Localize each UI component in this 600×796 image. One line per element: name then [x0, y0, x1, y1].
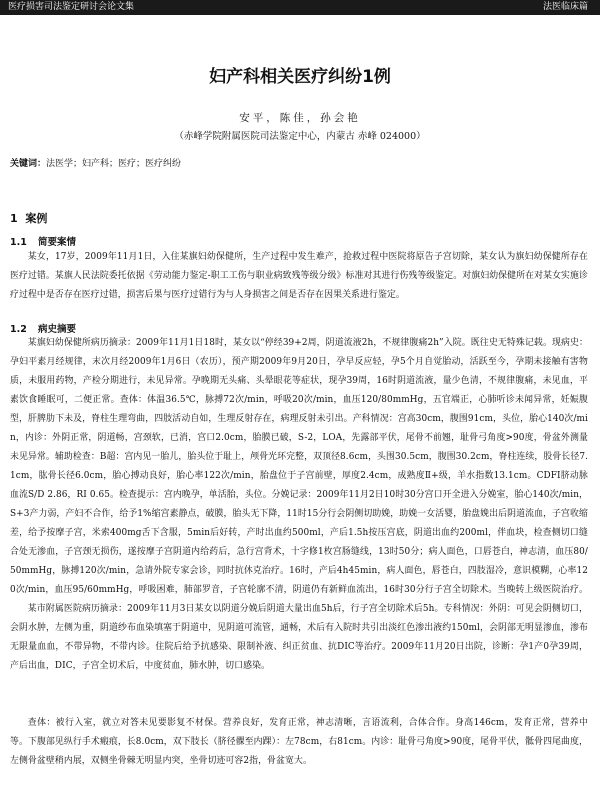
- subsection-number: 1.1: [10, 237, 27, 248]
- section-number: 1: [10, 212, 18, 225]
- keywords-label: 关键词：: [10, 159, 47, 169]
- medical-history-paragraph-1: 某旗妇幼保健所病历摘录：2009年11月1日18时，某女以“停经39+2周，阴道流液2h，不规律腹痛2h”入院。既往史无特殊记载。现病史：孕妇平素月经规律，末次月经2009年1月6日（农历），预产期2009年9月20日，孕早反应轻，孕5个月自觉胎动，活跃至今，孕期未接触有害物质，未服用药物，产检分期进行，未见异常。孕晚期无头痛、头晕眼花等症状，现孕39周，16时阴道流液，量少色清，不规律腹痛，未见血，平素饮食睡眠可，二便正常。查体：体温36.5℃，脉搏72次/min，呼吸20次/min，血压120/80mmHg，五官端正，心肺听诊未闻异常，妊娠腹型，肝脾肋下未及，脊柱生理弯曲，四肢活动自如，生理反射存在，病理反射未引出。产科情况：宫高30cm，腹围91cm，头位，胎心140次/min，内诊：外阴正常，阴道畅，宫颈软，已消，宫口2.0cm，胎膜已破，S-2，LOA，先露部平伏，尾骨不前翘，耻骨弓角度>90度，骨盆外测量未见异常。辅助检查：B超：宫内见一胎儿，胎头位于耻上，颅骨光环完整，双顶径8.6cm，头围30.5cm，腹围30.2cm，脊柱连续，股骨长径7.1cm，肱骨长径6.0cm，胎心搏动良好，胎心率122次/min，胎盘位于子宫前壁，厚度2.4cm，成熟度Ⅱ+级，羊水指数13.1cm。CDFI脐动脉血流S/D 2.86，RI 0.65。检查提示：宫内晚孕，单活胎，头位。分娩记录：2009年11月2日10时30分宫口开全进入分娩室，胎心140次/min，S+3产力弱，产妇不合作，给予1%缩宫素静点，破膜，胎头无下降，11时15分行会阴侧切助娩，助娩一女活婴，胎盘娩出后阴道流血，子宫收缩差，给予按摩子宫，米索400mg舌下含服，5min后好转，产时出血约500ml，产后1.5h按压宫底，阴道出血约200ml，伴血块，检查侧切口缝合处无渗血，子宫颈无损伤，遂按摩子宫阴道内给药后，急行宫背术，十字修1枚宫肠缝线，13时50分；病人面色，口唇苍白，神志清，血压80/50mmHg，脉搏120次/min，急请外院专家会诊，同时抗休克治疗。16时，产后4h45min，病人面色，唇苍白，四肢湿冷，意识模糊，心率120次/min，血压95/60mmHg，呼吸困难，肺部罗音，子宫轮廓不清，阴道仍有新鲜血流出，16时30分行子宫全切除术。当晚转上级医院治疗。: [10, 338, 588, 595]
- header-section-title: 法医临床篇: [542, 2, 588, 12]
- keywords-value: 法医学；妇产科；医疗；医疗纠纷: [46, 159, 182, 169]
- subsection-title: 简要案情: [38, 237, 77, 248]
- article-authors: 安平，陈佳，孙会艳: [239, 112, 361, 124]
- article-title: 妇产科相关医疗纠纷1例: [209, 67, 391, 87]
- subsection-heading-summary: [10, 321, 76, 335]
- subsection-number: 1.2: [10, 324, 27, 335]
- article-affiliation: （赤峰学院附属医院司法鉴定中心，内蒙古 赤峰 024000）: [174, 131, 426, 142]
- section-heading-case: [10, 210, 47, 226]
- running-header: [0, 0, 600, 15]
- section-title: 案例: [25, 212, 48, 225]
- medical-history-paragraph-2: 某市附属医院病历摘录：2009年11月3日某女以阴道分娩后阴道大量出血5h后，行子宫全切除术后5h。专科情况：外阴：可见会阴侧切口，会阴水肿，左侧为重，阴道纱布血染填塞于阴道中，见阴道可流管，通畅，术后有入院时共引出淡红色渗出液约150ml，会阴部无明显渗血，渗布无限量血血，不带异物，不带内诊。住院后给予抗感染、限制补液、纠正贫血、抗DIC等治疗。2009年11月20日出院，诊断：孕1产0孕39周，产后出血，DIC，子宫全切术后，中度贫血，肺水肿，切口感染。: [10, 604, 588, 671]
- keywords-line: [10, 156, 590, 169]
- physical-exam-paragraph: 查体：被行入室，就立对答未见要影复不材保。营养良好，发育正常，神志清晰，言语流利，合体合作。身高146cm，发育正常，营养中等。下腹部见纵行手术瘢痕，长8.0cm，双下肢长（脐径髁至内踝）：左78cm，右81cm。内诊：耻骨弓角度>90度，尾骨平伏，骶骨四尾曲度，左侧骨盆壁稍内展，双侧坐骨棘无明显内突，坐骨切迹可容2指，骨盆宽大。: [10, 718, 588, 766]
- subsection-title: 病史摘要: [38, 324, 77, 335]
- brief-case-paragraph: 某女，17岁，2009年11月1日，入住某旗妇幼保健所，生产过程中发生难产，抢救过程中医院将原告子宫切除，某女认为旗妇幼保健所存在医疗过错。某旗人民法院委托依据《劳动能力鉴定-职工工伤与职业病致残等级分级》标准对其进行伤残等级鉴定。对旗妇幼保健所在对某女实施诊疗过程中是否存在医疗过错，损害后果与医疗过错行为与人身损害之间是否存在因果关系进行鉴定。: [10, 252, 588, 300]
- subsection-heading-brief: [10, 234, 76, 248]
- header-journal-title: 医疗损害司法鉴定研讨会论文集: [8, 2, 135, 12]
